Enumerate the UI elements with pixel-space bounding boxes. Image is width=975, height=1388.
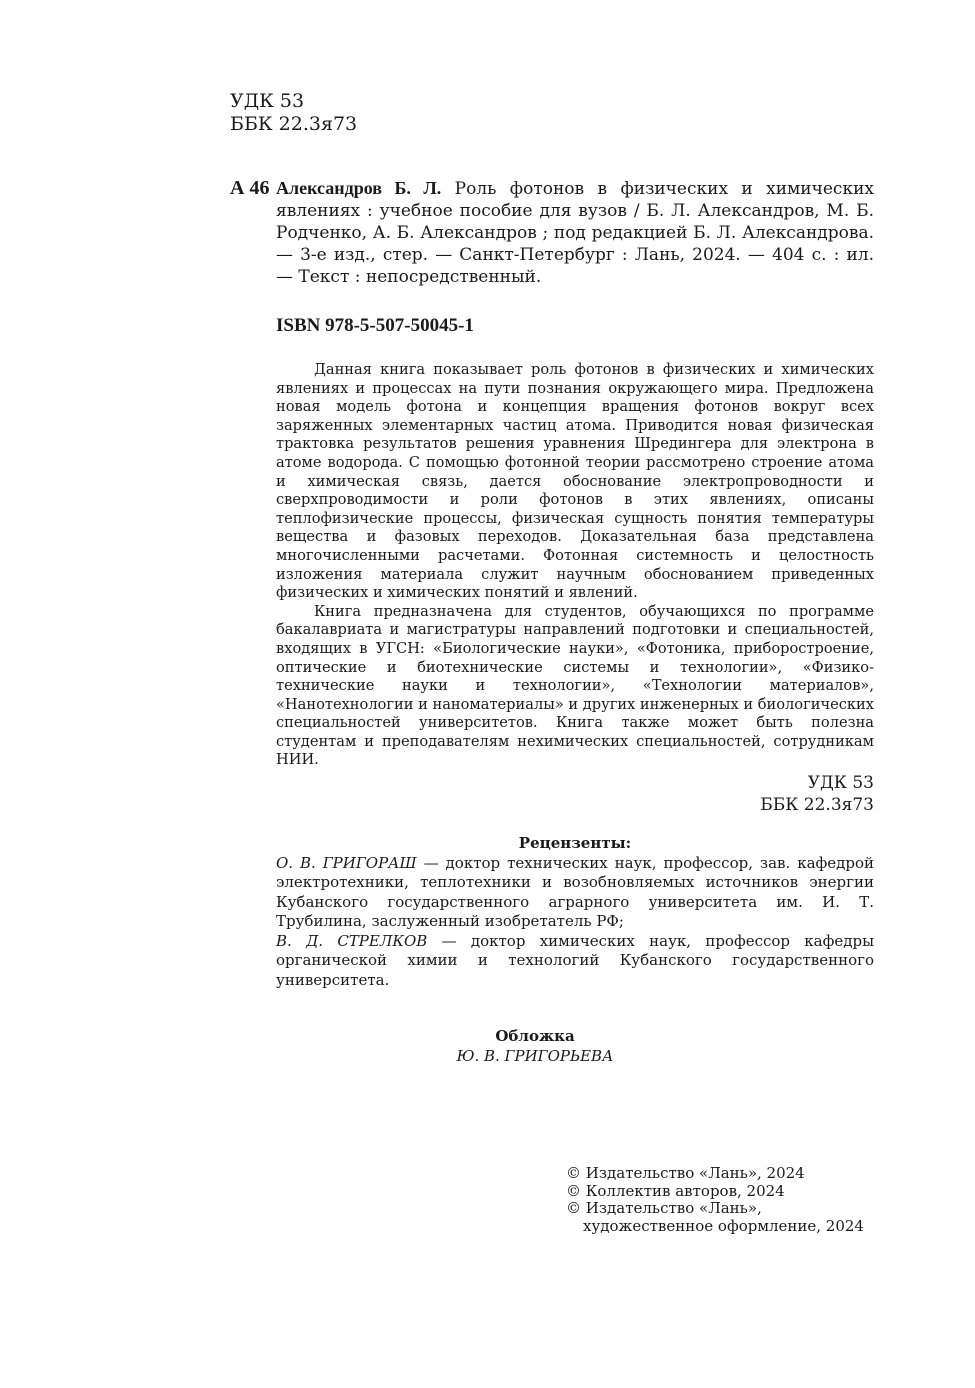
cover-credit bbox=[276, 1027, 794, 1066]
abstract-paragraph: Данная книга показывает роль фотонов в физических и химических явлениях и процессах на пути познания окружающего мира. Предложена новая модель фотона и концепция вращения фотонов вокруг всех заряженных элементарных частиц атома. Приводится новая физическая трактовка результатов решения уравнения Шредингера для электрона в атоме водорода. С помощью фотонной теории рассмотрено строение атома и химическая связь, дается обоснование электропроводности и сверхпроводимости и роли фотонов в этих явлениях, описаны теплофизические процессы, физическая сущность понятия температуры вещества и фазовых переходов. Доказательная база представлена многочисленными расчетами. Фотонная системность и целостность изложения материала служит научным обоснованием приведенных физических и химических понятий и явлений. bbox=[276, 361, 874, 602]
reviewer-name: В. Д. СТРЕЛКОВ bbox=[276, 931, 428, 950]
bibliographic-record bbox=[276, 177, 874, 288]
copyright-line: © Коллектив авторов, 2024 bbox=[566, 1181, 785, 1200]
reviewers-section bbox=[276, 834, 874, 990]
reviewer-name: О. В. ГРИГОРАШ bbox=[276, 853, 417, 872]
reviewer-description: — доктор технических наук, профессор, зав. кафедрой электротехники, теплотехники и возобновляемых источников энергии Кубанского государственного аграрного университета им. И. Т. Трубилина, заслуженный изобретатель РФ; bbox=[276, 853, 875, 930]
cover-label: Обложка bbox=[495, 1027, 575, 1045]
isbn: ISBN 978-5-507-50045-1 bbox=[276, 315, 474, 336]
classification-codes-top bbox=[230, 90, 357, 136]
bbk-code: ББК 22.3я73 bbox=[230, 113, 358, 135]
copyright-line: © Издательство «Лань», bbox=[566, 1199, 762, 1217]
reviewer-entry bbox=[276, 932, 874, 991]
copyright-block bbox=[566, 1165, 864, 1235]
bbk-code-right: ББК 22.3я73 bbox=[760, 795, 874, 815]
copyright-continuation: художественное оформление, 2024 bbox=[583, 1216, 864, 1235]
reviewers-heading: Рецензенты: bbox=[518, 834, 632, 852]
author-index: А 46 bbox=[230, 177, 270, 199]
reviewer-entry bbox=[276, 854, 874, 932]
bibliography-text: Роль фотонов в физических и химических явлениях : учебное пособие для вузов / Б. Л. Александров, М. Б. Родченко, А. Б. Александров ; под редакцией Б. Л. Александрова. — 3-е изд., стер. — Санкт-Петербург : Лань, 2024. — 404 с. : ил. — Текст : непосредственный. bbox=[276, 179, 874, 287]
abstract bbox=[276, 361, 874, 770]
bibliography-author: Александров Б. Л. bbox=[276, 178, 442, 198]
udk-code-right: УДК 53 bbox=[807, 773, 874, 793]
cover-designer: Ю. В. ГРИГОРЬЕВА bbox=[456, 1046, 614, 1065]
reviewer-description: — доктор химических наук, профессор кафедры органической химии и технологий Кубанского государственного университета. bbox=[276, 931, 875, 989]
classification-codes-right bbox=[760, 772, 874, 816]
udk-code: УДК 53 bbox=[230, 90, 305, 112]
copyright-line: © Издательство «Лань», 2024 bbox=[566, 1164, 805, 1182]
abstract-paragraph: Книга предназначена для студентов, обучающихся по программе бакалавриата и магистратуры направлений подготовки и специальностей, входящих в УГСН: «Биологические науки», «Фотоника, приборостроение, оптические и биотехнические системы и технологии», «Физико-технические науки и технологии», «Технологии материалов», «Нанотехнологии и наноматериалы» и других инженерных и биологических специальностей университетов. Книга также может быть полезна студентам и преподавателям нехимических специальностей, сотрудникам НИИ. bbox=[276, 602, 874, 769]
